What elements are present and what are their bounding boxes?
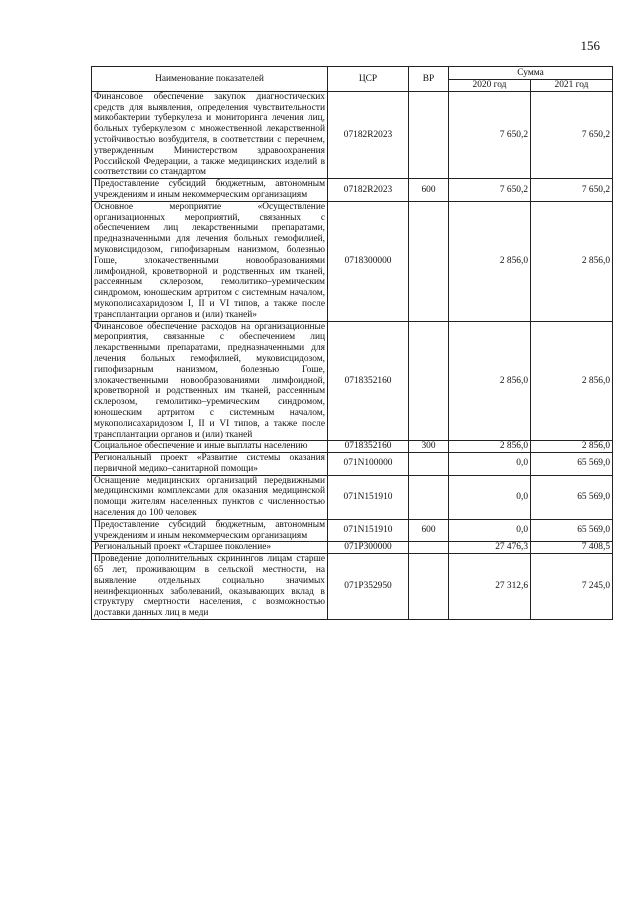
row-csr: 0718352160 [328,441,409,453]
row-sum-2021: 65 569,0 [531,519,613,542]
row-csr: 071N151910 [328,475,409,519]
row-name: Проведение дополнительных скринингов лицам старше 65 лет, проживающим в сельской местности, на выявление отдельных социально значимых неинфекционных заболеваний, оказывающих вклад в структуру смертности населения, с возможностью доставки данных лиц в меди [92,554,328,620]
row-vr: 600 [409,179,449,202]
row-name: Предоставление субсидий бюджетным, автономным учреждениям и иным некоммерческим организациям [92,179,328,202]
row-vr [409,475,449,519]
row-sum-2021: 65 569,0 [531,475,613,519]
row-sum-2020: 0,0 [449,519,531,542]
row-vr [409,542,449,554]
row-sum-2020: 7 650,2 [449,91,531,178]
table-header-row [92,67,613,80]
row-sum-2021: 7 650,2 [531,179,613,202]
row-sum-2021: 7 245,0 [531,554,613,620]
row-csr: 07182R2023 [328,91,409,178]
row-csr: 071P352950 [328,554,409,620]
table-row [92,542,613,554]
table-row [92,201,613,321]
row-sum-2020: 0,0 [449,453,531,476]
row-sum-2021: 65 569,0 [531,453,613,476]
row-sum-2020: 27 476,3 [449,542,531,554]
row-sum-2020: 27 312,6 [449,554,531,620]
row-vr [409,554,449,620]
table-row [92,179,613,202]
header-name: Наименование показателей [92,67,328,92]
row-name: Оснащение медицинских организаций передвижными медицинскими комплексами для оказания медицинской помощи жителям населенных пунктов с численностью населения до 100 человек [92,475,328,519]
row-name: Основное мероприятие «Осуществление организационных мероприятий, связанных с обеспечением лиц лекарственными препаратами, предназначенными для лечения больных гемофилией, муковисцидозом, гипофизарным нанизмом, болезнью Гоше, злокачественными новообразованиями лимфоидной, кроветворной и родственных им тканей, рассеянным склерозом, гемолитико–уремическим синдромом, юношеским артритом с системным началом, мукополисахаридозом I, II и VI типов, а также после трансплантации органов и (или) тканей» [92,201,328,321]
row-sum-2020: 2 856,0 [449,441,531,453]
row-sum-2020: 7 650,2 [449,179,531,202]
row-vr [409,321,449,441]
row-sum-2021: 2 856,0 [531,441,613,453]
row-csr: 0718352160 [328,321,409,441]
budget-table [91,66,613,620]
row-vr: 600 [409,519,449,542]
row-sum-2021: 7 408,5 [531,542,613,554]
row-sum-2020: 2 856,0 [449,321,531,441]
header-sum: Сумма [449,67,613,80]
page-number: 156 [580,38,600,53]
row-sum-2021: 7 650,2 [531,91,613,178]
row-name: Социальное обеспечение и иные выплаты населению [92,441,328,453]
header-vr: ВР [409,67,449,92]
table-row [92,554,613,620]
row-csr: 07182R2023 [328,179,409,202]
row-vr [409,453,449,476]
header-csr: ЦСР [328,67,409,92]
row-name: Предоставление субсидий бюджетным, автономным учреждениям и иным некоммерческим организациям [92,519,328,542]
header-year-2020: 2020 год [449,80,531,92]
row-sum-2020: 0,0 [449,475,531,519]
table-row [92,321,613,441]
row-csr: 071N151910 [328,519,409,542]
row-name: Финансовое обеспечение закупок диагностических средств для выявления, определения чувствительности микобактерии туберкулеза и мониторинга лечения лиц, больных туберкулезом с множественной лекарственной устойчивостью возбудителя, в соответствии с перечнем, утвержденным Министерством здравоохранения Российской Федерации, а также медицинских изделий в соответствии со стандартом [92,91,328,178]
row-csr: 071P300000 [328,542,409,554]
row-name: Финансовое обеспечение расходов на организационные мероприятия, связанные с обеспечением лиц лекарственными препаратами, предназначенными для лечения больных гемофилией, муковисцидозом, гипофизарным нанизмом, болезнью Гоше, злокачественными новообразованиями лимфоидной, кроветворной и родственных им тканей, рассеянным склерозом, гемолитико–уремическим синдромом, юношеским артритом с системным началом, мукополисахаридозом I, II и VI типов, а также после трансплантации органов и (или) тканей [92,321,328,441]
table-row [92,453,613,476]
row-sum-2021: 2 856,0 [531,201,613,321]
table-row [92,91,613,178]
row-vr [409,91,449,178]
row-vr: 300 [409,441,449,453]
row-name: Региональный проект «Развитие системы оказания первичной медико–санитарной помощи» [92,453,328,476]
row-sum-2021: 2 856,0 [531,321,613,441]
table-row [92,475,613,519]
row-sum-2020: 2 856,0 [449,201,531,321]
row-csr: 071N100000 [328,453,409,476]
table-row [92,519,613,542]
row-name: Региональный проект «Старшее поколение» [92,542,328,554]
row-vr [409,201,449,321]
table-row [92,441,613,453]
row-csr: 0718300000 [328,201,409,321]
header-year-2021: 2021 год [531,80,613,92]
